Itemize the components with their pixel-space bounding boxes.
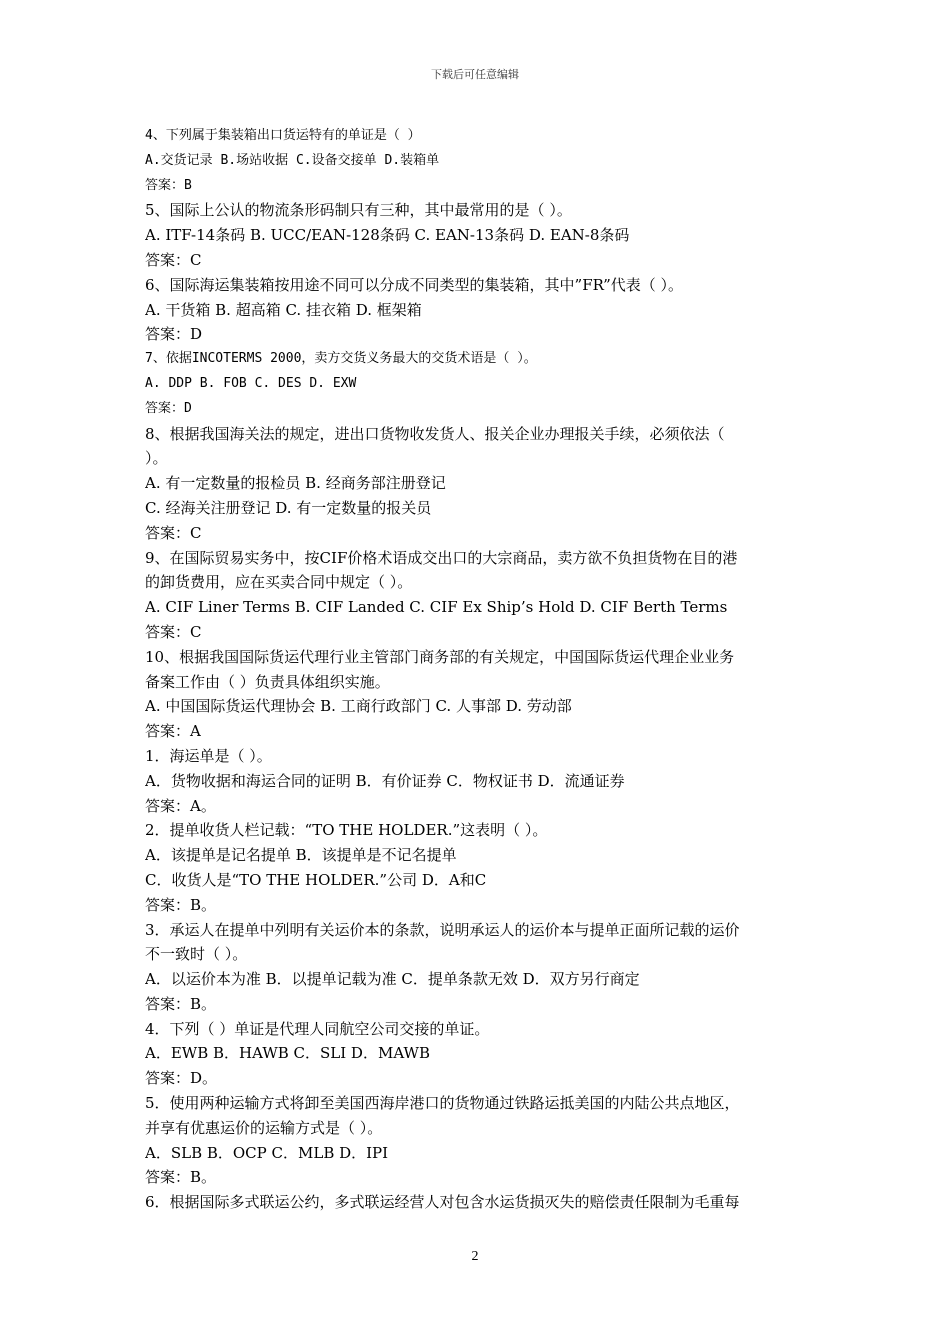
- text-line: ）。: [145, 449, 168, 468]
- text-line: 答案：B: [145, 177, 192, 193]
- page-number: 2: [471, 1249, 479, 1264]
- text-line: A. ITF-14条码 B. UCC/EAN-128条码 C. EAN-13条码 D. EAN-8条码: [145, 226, 630, 245]
- text-line: 答案：A。: [145, 796, 216, 815]
- text-line: 5、国际上公认的物流条形码制只有三种，其中最常用的是（ ）。: [145, 201, 572, 220]
- text-line: 4．下列（ ）单证是代理人同航空公司交接的单证。: [145, 1019, 490, 1038]
- text-line: 答案：C: [145, 523, 202, 542]
- text-line: 6．根据国际多式联运公约，多式联运经营人对包含水运货损灭失的赔偿责任限制为毛重每: [145, 1193, 740, 1212]
- text-line: A. 有一定数量的报检员 B. 经商务部注册登记: [145, 474, 446, 493]
- text-line: 10、根据我国国际货运代理行业主管部门商务部的有关规定，中国国际货运代理企业业务: [145, 647, 735, 666]
- document-body: [145, 124, 810, 1215]
- text-line: 的卸货费用，应在买卖合同中规定（ ）。: [145, 573, 413, 592]
- text-line: 9、在国际贸易实务中，按CIF价格术语成交出口的大宗商品，卖方欲不负担货物在目的港: [145, 548, 738, 567]
- text-line: 答案：D: [145, 325, 203, 344]
- text-line: 2．提单收货人栏记载：“TO THE HOLDER.”这表明（ ）。: [145, 821, 548, 840]
- page-header: 下载后可任意编辑: [431, 68, 519, 81]
- text-line: A. CIF Liner Terms B. CIF Landed C. CIF Ex Ship’s Hold D. CIF Berth Terms: [145, 598, 728, 617]
- text-line: 并享有优惠运价的运输方式是（ ）。: [145, 1118, 383, 1137]
- text-line: A．EWB B．HAWB C．SLI D．MAWB: [145, 1044, 430, 1063]
- text-line: 答案：B。: [145, 994, 217, 1013]
- text-line: 7、依据INCOTERMS 2000，卖方交货义务最大的交货术语是（ ）。: [145, 351, 537, 367]
- text-line: C. 经海关注册登记 D. 有一定数量的报关员: [145, 498, 432, 517]
- text-line: 答案：B。: [145, 1168, 217, 1187]
- text-line: 5．使用两种运输方式将卸至美国西海岸港口的货物通过铁路运抵美国的内陆公共点地区，: [145, 1094, 740, 1113]
- text-line: 8、根据我国海关法的规定，进出口货物收发货人、报关企业办理报关手续，必须依法（: [145, 424, 725, 443]
- text-line: 答案：A: [145, 722, 201, 741]
- text-line: A. 中国国际货运代理协会 B. 工商行政部门 C. 人事部 D. 劳动部: [145, 697, 572, 716]
- text-line: 答案：D。: [145, 1069, 218, 1088]
- text-line: 4、下列属于集装箱出口货运特有的单证是（ ）: [145, 128, 421, 143]
- text-line: A．该提单是记名提单 B．该提单是不记名提单: [145, 846, 457, 865]
- text-line: 答案：C: [145, 250, 202, 269]
- text-line: 不一致时（ ）。: [145, 945, 248, 964]
- text-line: 答案：D: [145, 400, 192, 416]
- text-line: 6、国际海运集装箱按用途不同可以分成不同类型的集装箱，其中”FR”代表（ ）。: [145, 275, 684, 294]
- text-line: A. 干货箱 B. 超高箱 C. 挂衣箱 D. 框架箱: [145, 300, 422, 319]
- text-line: A.交货记录 B.场站收据 C.设备交接单 D.装箱单: [145, 152, 440, 168]
- text-line: A．以运价本为准 B．以提单记载为准 C．提单条款无效 D．双方另行商定: [145, 970, 640, 989]
- text-line: 答案：C: [145, 622, 202, 641]
- text-line: 备案工作由（ ）负责具体组织实施。: [145, 672, 390, 691]
- text-line: 3．承运人在提单中列明有关运价本的条款，说明承运人的运价本与提单正面所记载的运价: [145, 920, 740, 939]
- text-line: C．收货人是“TO THE HOLDER.”公司 D．A和C: [145, 870, 487, 889]
- text-line: A．货物收据和海运合同的证明 B．有价证券 C．物权证书 D．流通证券: [145, 771, 625, 790]
- text-line: 答案：B。: [145, 895, 217, 914]
- text-line: A. DDP B. FOB C. DES D. EXW: [145, 375, 357, 391]
- text-line: 1．海运单是（ ）。: [145, 746, 272, 765]
- text-line: A．SLB B．OCP C．MLB D．IPI: [145, 1143, 389, 1162]
